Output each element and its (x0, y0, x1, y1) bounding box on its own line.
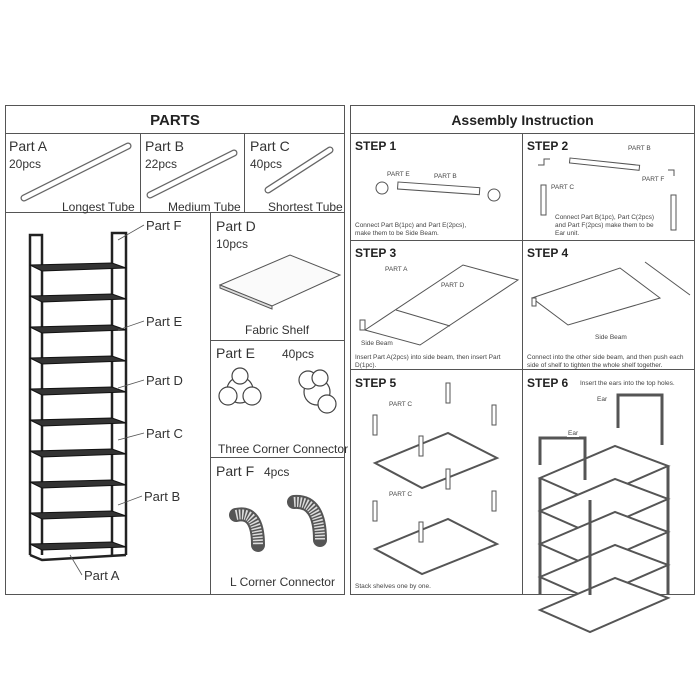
part-d-desc: Fabric Shelf (245, 323, 310, 337)
step-6-label-ear-1: Ear (597, 396, 608, 403)
part-a-name: Part A (9, 138, 48, 154)
part-b-qty: 22pcs (145, 157, 178, 171)
part-d-qty: 10pcs (216, 237, 249, 251)
part-e-name: Part E (216, 345, 255, 361)
part-b-name: Part B (145, 138, 184, 154)
step-6-label-ear-2: Ear (568, 430, 579, 437)
part-b-desc: Medium Tube (168, 200, 241, 214)
step-1-title: STEP 1 (355, 139, 397, 153)
step-2-label-part-b: PART B (628, 145, 651, 152)
part-a-qty: 20pcs (9, 157, 42, 171)
step-3-label-part-a: PART A (385, 266, 408, 273)
step-1-caption: Connect Part B(1pc) and Part E(2pcs), make them to be Side Beam. (355, 222, 467, 237)
step-2-caption: Connect Part B(1pc), Part C(2pcs) and Part F(2pcs) make them to be Ear unit. (555, 214, 654, 237)
part-c-name: Part C (250, 138, 290, 154)
step-3-title: STEP 3 (355, 246, 397, 260)
part-f-qty: 4pcs (264, 465, 290, 479)
step-4-label-side-beam: Side Beam (595, 334, 627, 341)
step-2-label-part-c: PART C (551, 184, 575, 191)
part-e-desc: Three Corner Connector (218, 442, 349, 456)
parts-title: PARTS (150, 112, 200, 129)
part-c-desc: Shortest Tube (268, 200, 343, 214)
step-4-caption: Connect into the other side beam, and then push each side of shelf to tighten the whole shelf together. (527, 354, 684, 369)
step-5-caption: Stack shelves one by one. (355, 583, 431, 590)
step-1-label-part-b: PART B (434, 173, 457, 180)
part-f-desc: L Corner Connector (230, 575, 335, 589)
step-3-label-side-beam: Side Beam (361, 340, 393, 347)
step-3-caption: Insert Part A(2pcs) into side beam, then insert Part D(1pc). (355, 354, 501, 369)
rack-label-part-f: Part F (146, 218, 182, 233)
step-5-title: STEP 5 (355, 376, 397, 390)
step-5-label-part-c-1: PART C (389, 401, 413, 408)
step-3-label-part-d: PART D (441, 282, 465, 289)
step-6-title: STEP 6 (527, 376, 569, 390)
rack-label-part-a: Part A (84, 568, 120, 583)
part-f-name: Part F (216, 463, 255, 479)
part-e-qty: 40pcs (282, 347, 315, 361)
step-2-label-part-f: PART F (642, 176, 665, 183)
step-1-label-part-e: PART E (387, 171, 410, 178)
step-2-title: STEP 2 (527, 139, 569, 153)
part-d-name: Part D (216, 218, 256, 234)
rack-label-part-d: Part D (146, 373, 183, 388)
rack-label-part-e: Part E (146, 314, 183, 329)
assembly-title: Assembly Instruction (451, 112, 594, 128)
part-a-desc: Longest Tube (62, 200, 135, 214)
rack-label-part-b: Part B (144, 489, 181, 504)
rack-label-part-c: Part C (146, 426, 183, 441)
step-5-label-part-c-2: PART C (389, 491, 413, 498)
part-c-qty: 40pcs (250, 157, 283, 171)
step-4-title: STEP 4 (527, 246, 569, 260)
step-6-caption: Insert the ears into the top holes. (580, 380, 675, 387)
